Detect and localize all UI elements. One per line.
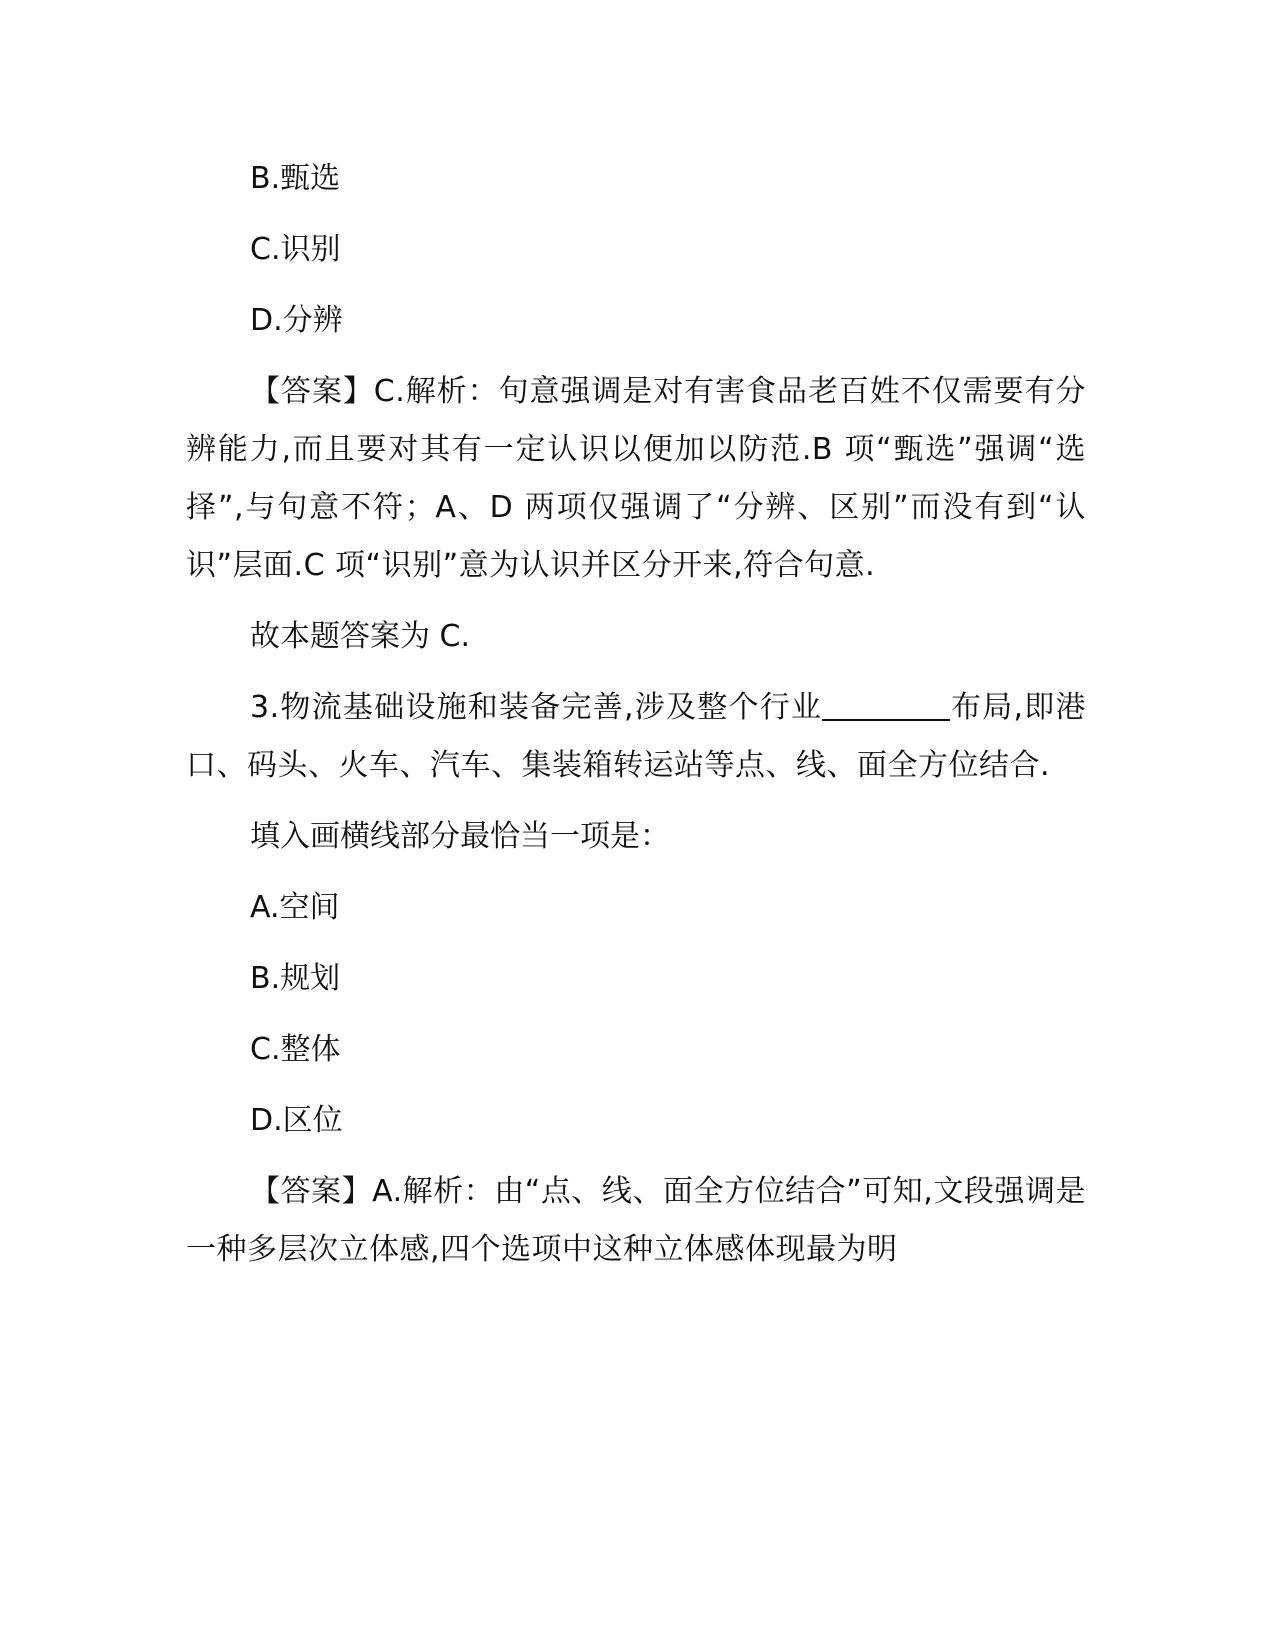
q2-option-d: D.分辨	[250, 303, 343, 338]
q2-option-c: C.识别	[250, 232, 341, 267]
q3-option-c: C.整体	[250, 1032, 341, 1067]
q3-option-b: B.规划	[250, 961, 341, 996]
document-page	[186, 150, 1086, 1292]
q3-answer-explanation: 【答案】A.解析：由“点、线、面全方位结合”可知,文段强调是一种多层次立体感,四个选项中这种立体感体现最为明	[186, 1174, 1086, 1267]
q3-option-d: D.区位	[250, 1103, 343, 1138]
q2-option-b: B.甄选	[250, 161, 341, 196]
q3-stem-before: 3.物流基础设施和装备完善,涉及整个行业	[250, 690, 823, 725]
q2-answer-explanation: 【答案】C.解析：句意强调是对有害食品老百姓不仅需要有分辨能力,而且要对其有一定认识以便加以防范.B 项“甄选”强调“选择”,与句意不符；A、D 两项仅强调了“分辨、区别”而没有到“认识”层面.C 项“识别”意为认识并区分开来,符合句意.	[186, 374, 1086, 583]
q3-stem-after: 布局,即港口、码头、火车、汽车、集装箱转运站等点、线、面全方位结合.	[186, 690, 1086, 783]
q3-option-a: A.空间	[250, 890, 340, 925]
q3-stem	[186, 679, 1086, 795]
q3-prompt: 填入画横线部分最恰当一项是：	[250, 819, 670, 854]
q3-blank-line	[822, 685, 950, 721]
q2-conclusion: 故本题答案为 C.	[250, 619, 471, 654]
